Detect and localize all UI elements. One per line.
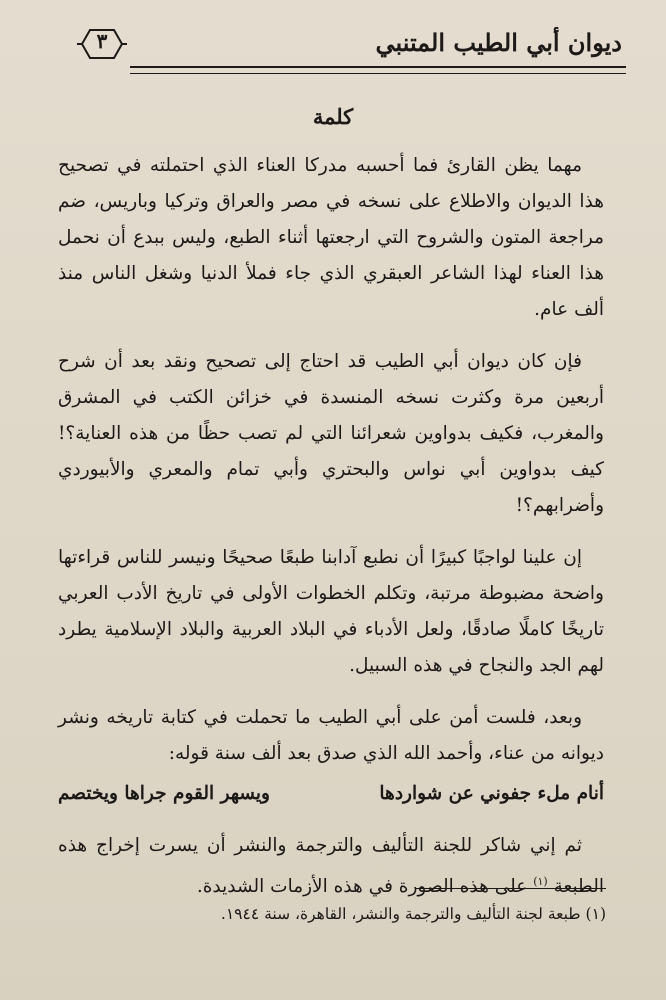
verse-first-hemistich: أنام ملء جفوني عن شواردها bbox=[379, 783, 604, 804]
section-heading: كلمة bbox=[312, 104, 354, 129]
main-text bbox=[58, 148, 604, 921]
closing-text-start: ثم إني شاكر للجنة التأليف والترجمة والنشر أن يسرت إخراج هذه الطبعة bbox=[58, 835, 604, 898]
footnote-marker: (١) bbox=[533, 875, 548, 888]
poetry-verse bbox=[58, 776, 604, 812]
page-number: ٣ bbox=[96, 29, 108, 53]
verse-second-hemistich: ويسهر القوم جراها ويختصم bbox=[58, 783, 270, 804]
page-number-frame bbox=[74, 24, 130, 64]
footnote: (١) طبعة لجنة التأليف والترجمة والنشر، القاهرة، سنة ١٩٤٤. bbox=[220, 905, 606, 923]
paragraph-2: فإن كان ديوان أبي الطيب قد احتاج إلى تصحيح ونقد بعد أن شرح أربعين مرة وكثرت نسخه المنسدة في خزائن الكتب في المشرق والمغرب، فكيف بدواوين شعرائنا التي لم تصب حظًا من هذه العناية؟! كيف بدواوين أبي نواس والبحتري وأبي تمام والمعري والأبيوردي وأضرابهم؟! bbox=[58, 351, 604, 516]
paragraph-1: مهما يظن القارئ فما أحسبه مدركا العناء الذي احتملته في تصحيح هذا الديوان والاطلاع على نسخه في مصر والعراق وتركيا وباريس، ضم مراجعة المتون والشروح التي ارجعتها أثناء الطبع، وليس ببدع أن نحمل هذا العناء لهذا الشاعر العبقري الذي جاء فملأ الدنيا وشغل الناس منذ ألف عام. bbox=[58, 155, 604, 320]
paragraph-4: وبعد، فلست أمن على أبي الطيب ما تحملت في كتابة تاريخه ونشر ديوانه من عناء، وأحمد الله الذي صدق بعد ألف سنة قوله: bbox=[58, 707, 604, 764]
running-header bbox=[70, 26, 626, 72]
paragraph-5 bbox=[58, 828, 604, 905]
book-title: ديوان أبي الطيب المتنبي bbox=[375, 28, 622, 57]
closing-text-end: على هذه الصورة في هذه الأزمات الشديدة. bbox=[196, 876, 528, 898]
paragraph-3: إن علينا لواجبًا كبيرًا أن نطبع آدابنا طبعًا صحيحًا ونيسر للناس قراءتها واضحة مضبوطة مرتبة، وتكلم الخطوات الأولى في تاريخ الأدب العربي تاريخًا كاملًا صادقًا، ولعل الأدباء في البلاد العربية والبلاد الإسلامية يطرد لهم الجد والنجاح في هذه السبيل. bbox=[58, 547, 604, 676]
footnote-divider bbox=[416, 888, 606, 889]
header-rule bbox=[130, 66, 626, 74]
